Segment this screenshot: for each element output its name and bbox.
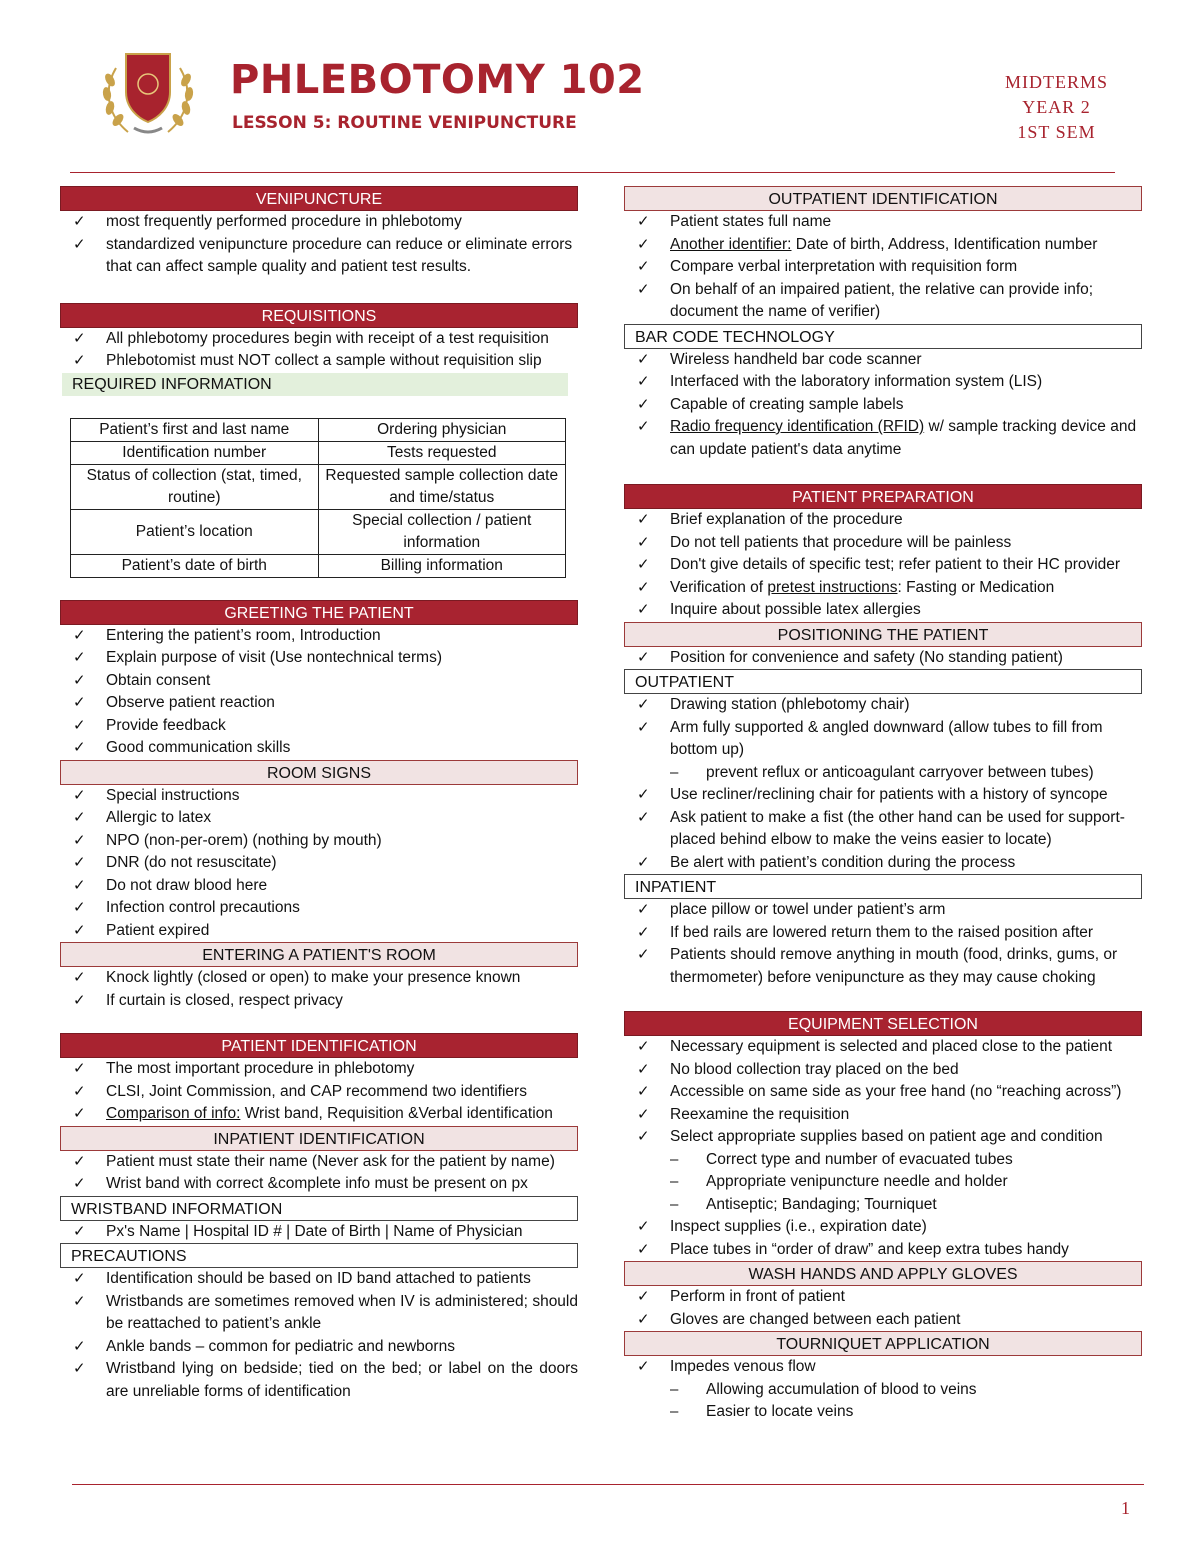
checkmark-icon: ✓ <box>73 991 86 1009</box>
list-item: ✓ Radio frequency identification (RFID) w/ sample tracking device and can update patient's data anytime <box>637 418 1137 458</box>
list-subitem: – Appropriate venipuncture needle and holder <box>624 1171 1142 1194</box>
checkmark-icon: ✓ <box>73 716 86 734</box>
checkmark-icon: ✓ <box>637 808 650 826</box>
checkmark-icon: ✓ <box>73 649 86 666</box>
checkmark-icon: ✓ <box>73 213 86 230</box>
checkmark-icon: ✓ <box>73 831 86 849</box>
checkmark-icon: ✓ <box>73 899 86 916</box>
meta-year: YEAR 2 <box>1022 97 1091 117</box>
list-item: ✓ Phlebotomist must NOT collect a sample without requisition slip <box>60 350 578 373</box>
section-heading-venipuncture: VENIPUNCTURE <box>60 186 578 211</box>
list-item: ✓ Identification should be based on ID band attached to patients <box>60 1268 578 1291</box>
table-row: Identification number Tests requested <box>71 441 566 464</box>
checkmark-icon: ✓ <box>637 1038 650 1055</box>
checkmark-icon: ✓ <box>73 854 86 871</box>
greeting-list <box>60 625 578 760</box>
list-subitem: – Correct type and number of evacuated tubes <box>624 1149 1142 1172</box>
checkmark-icon: ✓ <box>637 946 650 963</box>
list-item: ✓ Arm fully supported & angled downward (allow tubes to fill from bottom up) <box>637 718 1103 758</box>
list-item: ✓ NPO (non-per-orem) (nothing by mouth) <box>60 830 578 853</box>
list-item: ✓ Accessible on same side as your free hand (no “reaching across”) <box>624 1081 1142 1104</box>
checkmark-icon: ✓ <box>73 876 86 894</box>
list-subitem: – Allowing accumulation of blood to veins <box>624 1379 1142 1402</box>
outpatient-identification-list <box>624 211 1142 324</box>
lesson-subtitle: LESSON 5: ROUTINE VENIPUNCTURE <box>232 113 577 133</box>
section-heading-positioning: POSITIONING THE PATIENT <box>624 622 1142 647</box>
outpatient-list <box>624 694 1142 874</box>
checkmark-icon: ✓ <box>637 350 650 368</box>
left-column <box>60 186 578 1403</box>
checkmark-icon: ✓ <box>637 213 650 230</box>
required-information-heading: REQUIRED INFORMATION <box>62 373 568 396</box>
section-heading-outpatient: OUTPATIENT <box>624 669 1142 694</box>
list-item: ✓ Patient states full name <box>624 211 1142 234</box>
required-information-table <box>70 418 566 578</box>
requisitions-list <box>60 328 578 373</box>
list-item: ✓ Infection control precautions <box>60 897 578 920</box>
checkmark-icon: ✓ <box>637 395 650 413</box>
section-heading-equipment: EQUIPMENT SELECTION <box>624 1011 1142 1036</box>
checkmark-icon: ✓ <box>73 235 86 253</box>
list-item: ✓ Brief explanation of the procedure <box>624 509 1142 532</box>
list-item: ✓ Wristbands are sometimes removed when IV is administered; should be reattached to patient’s ankle <box>73 1292 578 1332</box>
checkmark-icon: ✓ <box>637 258 650 275</box>
list-item: ✓ Impedes venous flow <box>624 1356 1142 1379</box>
checkmark-icon: ✓ <box>637 1310 650 1328</box>
dash-icon: – <box>670 763 679 781</box>
checkmark-icon: ✓ <box>637 696 650 713</box>
list-item: ✓ standardized venipuncture procedure can reduce or eliminate errors that can affect sample quality and patient test results. <box>73 235 573 275</box>
checkmark-icon: ✓ <box>73 1175 86 1192</box>
list-item: ✓ DNR (do not resuscitate) <box>60 852 578 875</box>
checkmark-icon: ✓ <box>637 1060 650 1078</box>
dash-icon: – <box>670 1173 679 1190</box>
list-item: ✓ CLSI, Joint Commission, and CAP recommend two identifiers <box>60 1081 578 1104</box>
checkmark-icon: ✓ <box>637 556 650 573</box>
section-heading-entering-room: ENTERING A PATIENT'S ROOM <box>60 942 578 967</box>
checkmark-icon: ✓ <box>637 1083 650 1100</box>
list-item: ✓ Inquire about possible latex allergies <box>624 599 1142 622</box>
checkmark-icon: ✓ <box>73 1270 86 1287</box>
checkmark-icon: ✓ <box>637 648 650 666</box>
patient-identification-list <box>60 1058 578 1126</box>
dash-icon: – <box>670 1150 679 1168</box>
list-item: ✓ Observe patient reaction <box>60 692 578 715</box>
positioning-list <box>624 647 1142 670</box>
checkmark-icon: ✓ <box>637 1240 650 1258</box>
checkmark-icon: ✓ <box>73 671 86 689</box>
list-subitem: – Antiseptic; Bandaging; Tourniquet <box>624 1194 1142 1217</box>
list-item: ✓ Entering the patient’s room, Introduction <box>60 625 578 648</box>
list-item: ✓ Provide feedback <box>60 715 578 738</box>
list-item: ✓ Ankle bands – common for pediatric and newborns <box>60 1336 578 1359</box>
list-item: ✓ Do not tell patients that procedure will be painless <box>624 532 1142 555</box>
venipuncture-list <box>60 211 578 279</box>
list-item: ✓ Inspect supplies (i.e., expiration date) <box>624 1216 1142 1239</box>
checkmark-icon: ✓ <box>73 739 86 756</box>
patient-preparation-list <box>624 509 1142 622</box>
list-subitem: – prevent reflux or anticoagulant carryover between tubes) <box>624 762 1142 785</box>
list-item: ✓ Gloves are changed between each patient <box>624 1309 1142 1332</box>
list-item: ✓ Ask patient to make a fist (the other hand can be used for support- placed behind elbow to make the veins easier to locate) <box>637 808 1125 848</box>
checkmark-icon: ✓ <box>637 1358 650 1375</box>
checkmark-icon: ✓ <box>73 1060 86 1077</box>
list-item: ✓ Wrist band with correct &complete info must be present on px <box>60 1173 578 1196</box>
section-heading-patient-identification: PATIENT IDENTIFICATION <box>60 1033 578 1058</box>
checkmark-icon: ✓ <box>73 626 86 644</box>
list-item: ✓ The most important procedure in phlebotomy <box>60 1058 578 1081</box>
list-item: ✓ Patient expired <box>60 920 578 943</box>
checkmark-icon: ✓ <box>637 601 650 618</box>
list-item: ✓ If curtain is closed, respect privacy <box>60 990 578 1013</box>
checkmark-icon: ✓ <box>73 1105 86 1122</box>
section-heading-wristband: WRISTBAND INFORMATION <box>60 1196 578 1221</box>
list-item: ✓ Do not draw blood here <box>60 875 578 898</box>
checkmark-icon: ✓ <box>637 280 650 298</box>
list-item: ✓ Px's Name | Hospital ID # | Date of Birth | Name of Physician <box>60 1221 578 1244</box>
checkmark-icon: ✓ <box>73 352 86 369</box>
list-item: ✓ Special instructions <box>60 785 578 808</box>
checkmark-icon: ✓ <box>73 809 86 826</box>
bar-code-list <box>624 349 1142 462</box>
checkmark-icon: ✓ <box>637 533 650 551</box>
page-number: 1 <box>1121 1498 1130 1518</box>
school-crest-logo <box>98 48 198 140</box>
checkmark-icon: ✓ <box>73 329 86 347</box>
header-divider <box>70 172 1115 173</box>
list-item: ✓ Allergic to latex <box>60 807 578 830</box>
list-item: ✓ Verification of pretest instructions: Fasting or Medication <box>624 577 1142 600</box>
right-column <box>624 186 1142 1424</box>
list-item: ✓ Position for convenience and safety (No standing patient) <box>624 647 1142 670</box>
meta-sem: 1ST SEM <box>1017 122 1096 142</box>
list-item: ✓ No blood collection tray placed on the bed <box>624 1059 1142 1082</box>
list-item: ✓ Interfaced with the laboratory information system (LIS) <box>624 371 1142 394</box>
list-item: ✓ On behalf of an impaired patient, the relative can provide info; document the name of verifier) <box>637 280 1094 320</box>
list-item: ✓ Perform in front of patient <box>624 1286 1142 1309</box>
section-heading-outpatient-identification: OUTPATIENT IDENTIFICATION <box>624 186 1142 211</box>
section-heading-precautions: PRECAUTIONS <box>60 1243 578 1268</box>
section-heading-room-signs: ROOM SIGNS <box>60 760 578 785</box>
list-item: ✓ Place tubes in “order of draw” and keep extra tubes handy <box>624 1239 1142 1262</box>
list-item: ✓ Use recliner/reclining chair for patients with a history of syncope <box>624 784 1142 807</box>
checkmark-icon: ✓ <box>73 1222 86 1240</box>
dash-icon: – <box>670 1380 679 1398</box>
list-item: ✓ Good communication skills <box>60 737 578 760</box>
checkmark-icon: ✓ <box>637 1288 650 1305</box>
list-item: ✓ Reexamine the requisition <box>624 1104 1142 1127</box>
checkmark-icon: ✓ <box>73 1082 86 1100</box>
list-item: ✓ Necessary equipment is selected and placed close to the patient <box>624 1036 1142 1059</box>
checkmark-icon: ✓ <box>637 853 650 871</box>
checkmark-icon: ✓ <box>73 694 86 711</box>
table-row: Status of collection (stat, timed, routine) Requested sample collection date and time/status <box>71 464 566 509</box>
wristband-list <box>60 1221 578 1244</box>
exam-meta <box>1005 70 1108 145</box>
checkmark-icon: ✓ <box>637 1128 650 1145</box>
list-item: ✓ Drawing station (phlebotomy chair) <box>624 694 1142 717</box>
checkmark-icon: ✓ <box>637 1218 650 1235</box>
checkmark-icon: ✓ <box>637 923 650 941</box>
checkmark-icon: ✓ <box>637 418 650 435</box>
list-item: ✓ Explain purpose of visit (Use nontechnical terms) <box>60 647 578 670</box>
list-item: ✓ All phlebotomy procedures begin with receipt of a test requisition <box>60 328 578 351</box>
checkmark-icon: ✓ <box>73 921 86 939</box>
inpatient-identification-list <box>60 1151 578 1196</box>
section-heading-requisitions: REQUISITIONS <box>60 303 578 328</box>
checkmark-icon: ✓ <box>637 511 650 528</box>
section-heading-tourniquet: TOURNIQUET APPLICATION <box>624 1331 1142 1356</box>
room-signs-list <box>60 785 578 943</box>
table-row: Patient’s location Special collection / patient information <box>71 509 566 554</box>
checkmark-icon: ✓ <box>637 786 650 803</box>
list-subitem: – Easier to locate veins <box>624 1401 1142 1424</box>
list-item: ✓ place pillow or towel under patient’s arm <box>624 899 1142 922</box>
section-heading-inpatient: INPATIENT <box>624 874 1142 899</box>
entering-list <box>60 967 578 1012</box>
list-item: ✓ Wristband lying on bedside; tied on the bed; or label on the doors are unreliable forms of identification <box>73 1360 578 1400</box>
section-heading-inpatient-identification: INPATIENT IDENTIFICATION <box>60 1126 578 1151</box>
list-item: ✓ Capable of creating sample labels <box>624 394 1142 417</box>
checkmark-icon: ✓ <box>73 1337 86 1355</box>
checkmark-icon: ✓ <box>637 718 650 736</box>
list-item: ✓ Patients should remove anything in mouth (food, drinks, gums, or thermometer) before venipuncture as they may cause choking <box>637 946 1118 986</box>
checkmark-icon: ✓ <box>73 1360 86 1377</box>
checkmark-icon: ✓ <box>637 901 650 918</box>
section-heading-patient-preparation: PATIENT PREPARATION <box>624 484 1142 509</box>
meta-term: MIDTERMS <box>1004 72 1108 92</box>
inpatient-list <box>624 899 1142 989</box>
page-title: PHLEBOTOMY 102 <box>230 57 645 103</box>
list-item: ✓ Another identifier: Date of birth, Address, Identification number <box>624 234 1142 257</box>
list-item: ✓ Compare verbal interpretation with requisition form <box>624 256 1142 279</box>
section-heading-wash-hands: WASH HANDS AND APPLY GLOVES <box>624 1261 1142 1286</box>
section-heading-bar-code: BAR CODE TECHNOLOGY <box>624 324 1142 349</box>
table-row: Patient’s first and last name Ordering physician <box>71 418 566 441</box>
list-item: ✓ Patient must state their name (Never ask for the patient by name) <box>60 1151 578 1174</box>
list-item: ✓ Be alert with patient’s condition during the process <box>624 852 1142 875</box>
footer-divider <box>72 1484 1144 1485</box>
table-row: Patient’s date of birth Billing information <box>71 554 566 577</box>
dash-icon: – <box>670 1403 679 1420</box>
list-item: ✓ Comparison of info: Wrist band, Requisition &Verbal identification <box>60 1103 578 1126</box>
list-item: ✓ Knock lightly (closed or open) to make your presence known <box>60 967 578 990</box>
dash-icon: – <box>670 1195 679 1213</box>
checkmark-icon: ✓ <box>637 578 650 596</box>
checkmark-icon: ✓ <box>73 969 86 986</box>
equipment-list <box>624 1036 1142 1261</box>
wash-hands-list <box>624 1286 1142 1331</box>
precautions-list <box>60 1268 578 1403</box>
checkmark-icon: ✓ <box>73 1152 86 1170</box>
checkmark-icon: ✓ <box>73 786 86 804</box>
list-item: ✓ Wireless handheld bar code scanner <box>624 349 1142 372</box>
list-item: ✓ If bed rails are lowered return them to the raised position after <box>624 922 1142 945</box>
list-item: ✓ most frequently performed procedure in phlebotomy <box>60 211 578 234</box>
list-item: ✓ Obtain consent <box>60 670 578 693</box>
tourniquet-list <box>624 1356 1142 1424</box>
checkmark-icon: ✓ <box>637 1105 650 1123</box>
list-item: ✓ Don't give details of specific test; refer patient to their HC provider <box>624 554 1142 577</box>
section-heading-greeting: GREETING THE PATIENT <box>60 600 578 625</box>
checkmark-icon: ✓ <box>73 1292 86 1310</box>
checkmark-icon: ✓ <box>637 235 650 253</box>
list-item: ✓ Select appropriate supplies based on patient age and condition <box>624 1126 1142 1149</box>
checkmark-icon: ✓ <box>637 373 650 390</box>
